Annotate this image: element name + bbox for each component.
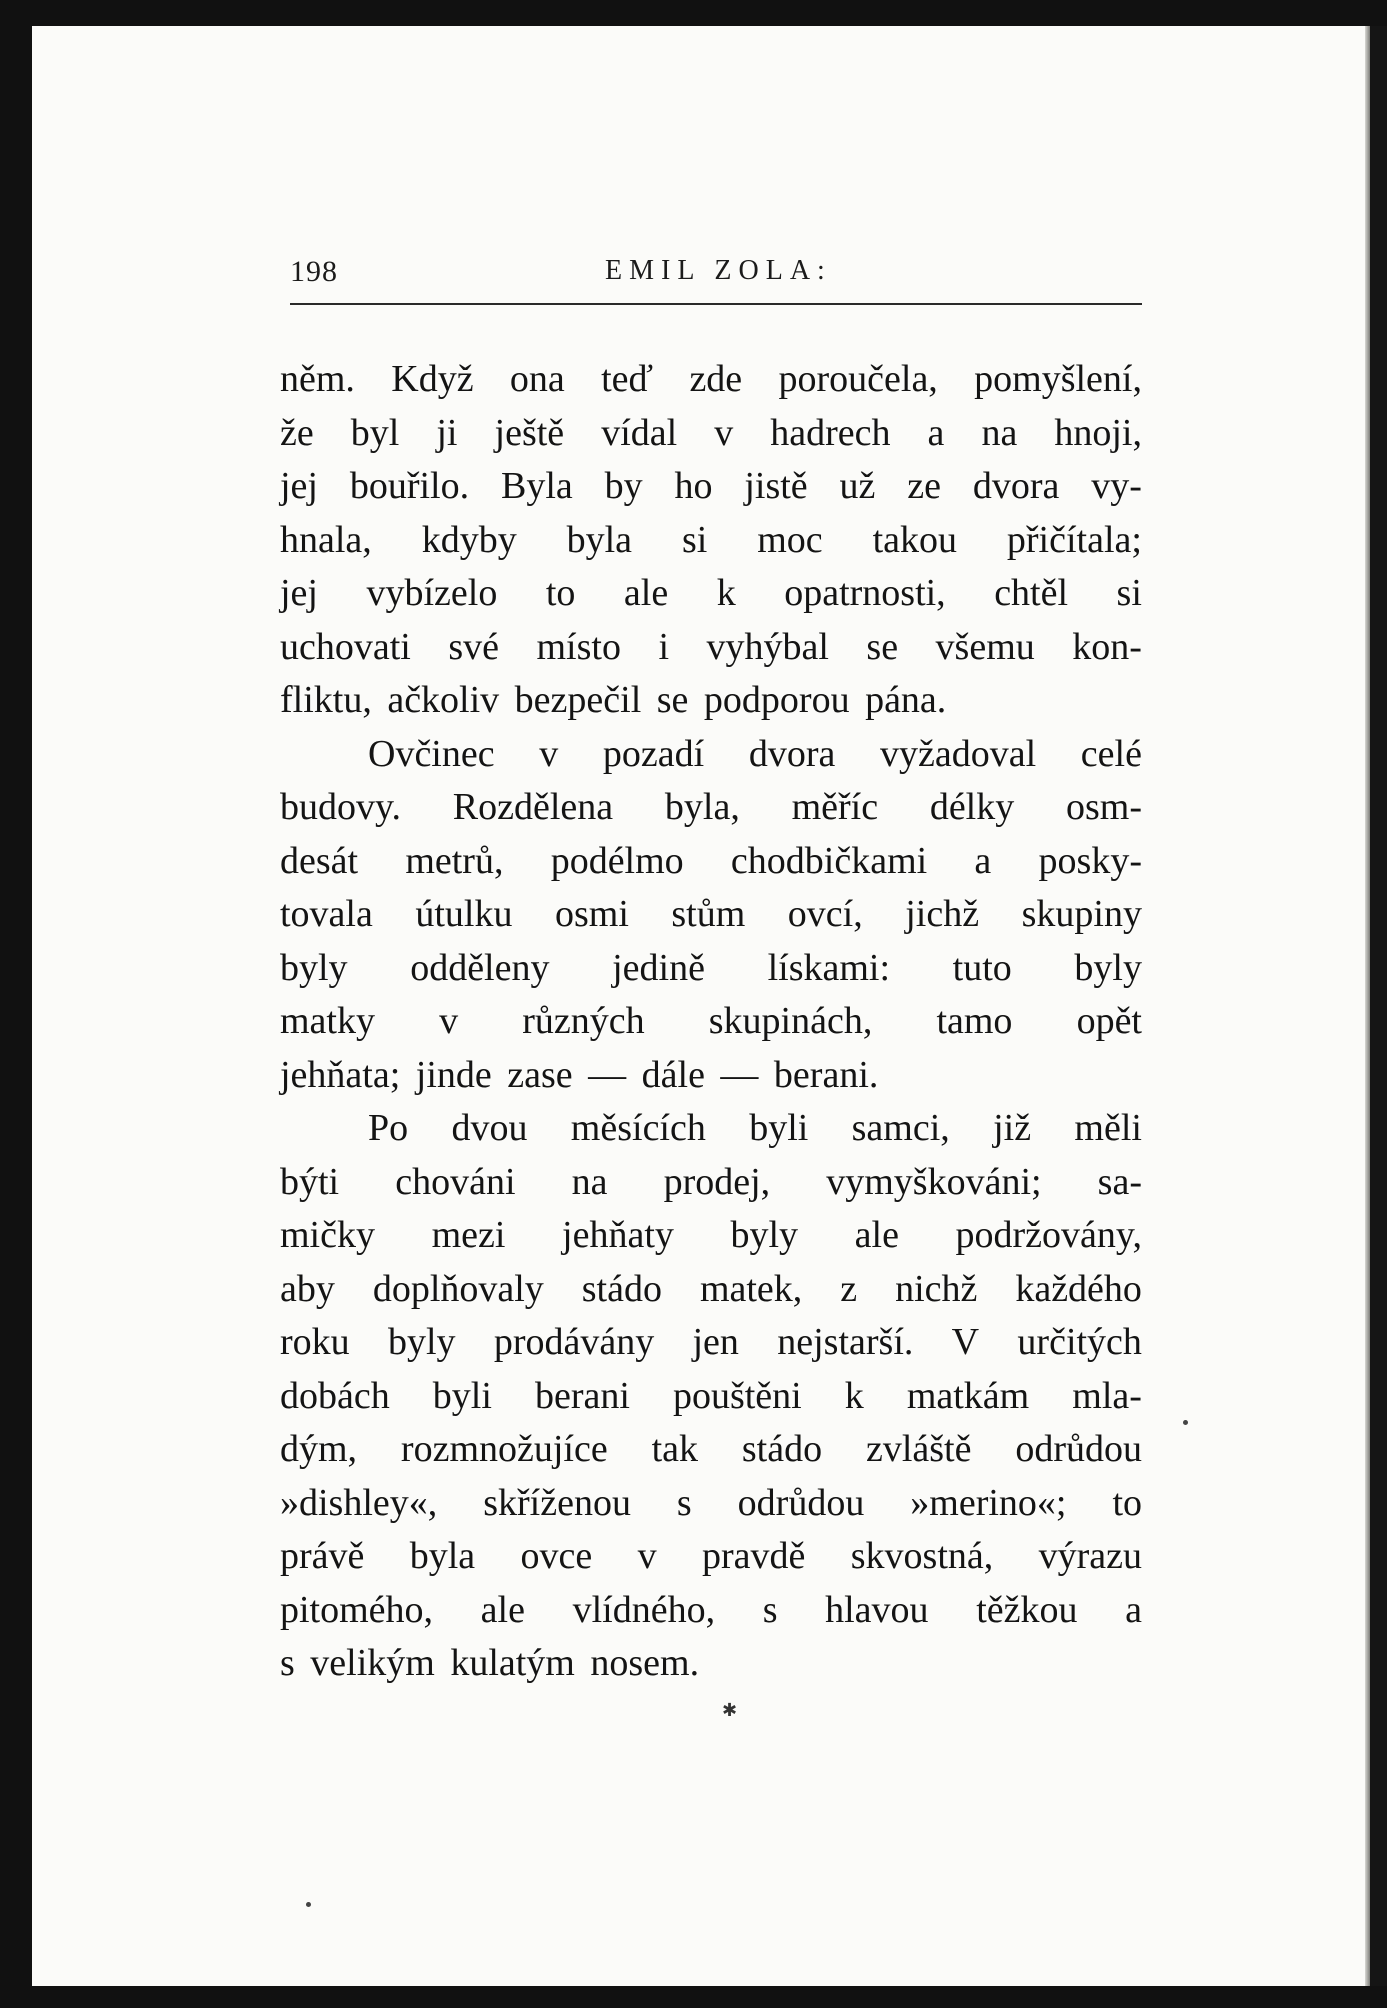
word: odděleny <box>410 946 550 989</box>
word: berani <box>534 1374 630 1417</box>
word: skříženou <box>483 1481 631 1524</box>
text-line <box>280 1530 1142 1584</box>
word: vyžadoval <box>880 732 1037 775</box>
word: chováni <box>395 1160 516 1203</box>
word: stům <box>671 893 746 935</box>
word: ji <box>436 411 458 454</box>
word: teď <box>601 358 654 400</box>
word: Po <box>368 1107 409 1149</box>
word: nejstarší. <box>777 1321 914 1363</box>
word: ale <box>480 1588 525 1631</box>
word: aby <box>280 1267 335 1310</box>
word: odrůdou <box>1015 1428 1142 1470</box>
word: různých <box>522 1000 645 1042</box>
word: to <box>545 572 576 614</box>
word: byl <box>350 411 400 454</box>
text-line <box>280 942 1142 996</box>
word: stádo <box>741 1428 823 1470</box>
text-line <box>280 353 1142 407</box>
word: v <box>714 411 734 454</box>
word: výrazu <box>1038 1535 1142 1577</box>
end-ornament: ✱ <box>722 1700 738 1720</box>
word: byla, <box>664 786 740 828</box>
word: jedině <box>612 946 705 989</box>
word: pomyšlení, <box>974 358 1142 400</box>
word: tovala <box>280 893 373 935</box>
word: matek, <box>699 1267 803 1310</box>
word: podélmo <box>550 839 684 882</box>
word: desát <box>280 839 359 882</box>
word: určitých <box>1017 1321 1142 1363</box>
word: jichž <box>905 893 980 935</box>
word: byla <box>566 518 633 561</box>
word: vídal <box>601 411 678 454</box>
word: zde <box>689 358 743 400</box>
word: tuto <box>952 946 1012 989</box>
word: dým, <box>280 1428 358 1470</box>
word: opět <box>1076 1000 1142 1042</box>
text-line <box>280 1637 1142 1691</box>
text-line <box>280 1209 1142 1263</box>
word: dobách <box>280 1374 390 1417</box>
word: už <box>839 465 876 507</box>
page-header <box>290 255 1140 295</box>
word: pozadí <box>602 732 705 775</box>
word: byly <box>280 946 348 989</box>
word: měli <box>1074 1107 1142 1149</box>
word: jej <box>280 465 318 507</box>
line-text: jehňata; jinde zase — dále — berani. <box>280 1053 879 1096</box>
word: opatrnosti, <box>784 572 946 614</box>
word: osmi <box>554 893 629 935</box>
word: s <box>762 1588 778 1631</box>
header-rule <box>290 303 1142 305</box>
text-line <box>280 1423 1142 1477</box>
word: byla <box>409 1535 476 1577</box>
word: stádo <box>581 1267 662 1310</box>
text-line <box>280 1102 1142 1156</box>
word: něm. <box>280 358 355 400</box>
word: hadrech <box>770 411 891 454</box>
word: roku <box>280 1321 350 1363</box>
word: celé <box>1080 732 1142 775</box>
word: každého <box>1015 1267 1142 1310</box>
word: prodávány <box>493 1321 655 1363</box>
text-line <box>280 407 1142 461</box>
word: chodbičkami <box>730 839 928 882</box>
word: a <box>927 411 945 454</box>
word: byli <box>432 1374 492 1417</box>
scan-border-right <box>1370 26 1387 1986</box>
word: Rozdělena <box>452 786 614 828</box>
word: byly <box>387 1321 456 1363</box>
word: vy- <box>1091 465 1142 507</box>
word: ona <box>509 358 565 400</box>
word: i <box>658 625 669 668</box>
word: ale <box>623 572 669 614</box>
word: místo <box>536 625 621 668</box>
word: prodej, <box>663 1160 771 1203</box>
word: dvora <box>972 465 1060 507</box>
text-line <box>280 1477 1142 1531</box>
text-line <box>280 567 1142 621</box>
word: doplňovaly <box>372 1267 544 1310</box>
word: v <box>539 732 559 775</box>
word: těžkou <box>976 1588 1078 1631</box>
word: Byla <box>500 465 573 507</box>
word: Když <box>391 358 474 400</box>
word: podržovány, <box>955 1214 1142 1256</box>
word: a <box>974 839 992 882</box>
word: matkám <box>906 1374 1030 1417</box>
word: jehňaty <box>562 1214 674 1256</box>
word: byly <box>1074 946 1142 989</box>
word: měsících <box>570 1107 706 1149</box>
word: pouštěni <box>672 1374 802 1417</box>
text-line <box>280 888 1142 942</box>
word: nichž <box>895 1267 978 1310</box>
word: že <box>280 411 314 454</box>
word: všemu <box>935 625 1035 668</box>
word: si <box>1116 572 1142 614</box>
word: z <box>840 1267 858 1310</box>
word: pitomého, <box>280 1588 434 1631</box>
word: kdyby <box>421 518 517 561</box>
word: sa- <box>1097 1160 1142 1203</box>
word: ovce <box>520 1535 593 1577</box>
word: metrů, <box>405 839 504 882</box>
text-line <box>280 835 1142 889</box>
word: k <box>844 1374 864 1417</box>
text-line <box>280 460 1142 514</box>
word: své <box>448 625 499 668</box>
word: hnoji, <box>1054 411 1142 454</box>
word: byly <box>730 1214 799 1256</box>
word: přičítala; <box>1006 518 1142 561</box>
word: vlídného, <box>572 1588 716 1631</box>
word: ze <box>907 465 941 507</box>
text-line <box>280 728 1142 782</box>
text-line <box>280 674 1142 728</box>
word: na <box>571 1160 608 1203</box>
word: skvostná, <box>850 1535 994 1577</box>
word: ho <box>674 465 713 507</box>
word: odrůdou <box>737 1481 865 1524</box>
word: osm- <box>1065 786 1142 828</box>
word: bouřilo. <box>349 465 470 507</box>
word: si <box>681 518 708 561</box>
word: pravdě <box>702 1535 806 1577</box>
word: k <box>716 572 736 614</box>
page-number: 198 <box>290 255 338 288</box>
word: ovcí, <box>787 893 863 935</box>
word: matky <box>280 1000 375 1042</box>
word: jej <box>280 572 318 614</box>
word: v <box>439 1000 459 1042</box>
word: dvora <box>748 732 836 775</box>
word: »merino«; <box>910 1481 1067 1524</box>
word: kon- <box>1072 625 1142 668</box>
word: tak <box>651 1428 699 1470</box>
word: útulku <box>415 893 513 935</box>
text-line <box>280 1316 1142 1370</box>
word: právě <box>280 1535 365 1577</box>
word: V <box>951 1321 980 1363</box>
text-line <box>280 1156 1142 1210</box>
word: uchovati <box>280 625 411 668</box>
word: délky <box>929 786 1015 828</box>
word: zvláště <box>865 1428 972 1470</box>
text-line <box>280 781 1142 835</box>
word: vybízelo <box>366 572 498 614</box>
word: mla- <box>1072 1374 1142 1417</box>
word: hnala, <box>280 518 372 561</box>
word: samci, <box>851 1107 950 1149</box>
word: budovy. <box>280 786 402 828</box>
word: Ovčinec <box>368 732 495 775</box>
line-text: fliktu, ačkoliv bezpečil se podporou pána. <box>280 679 947 721</box>
text-line <box>280 1370 1142 1424</box>
word: jen <box>692 1321 739 1363</box>
body-text <box>280 353 1142 1691</box>
scan-speck <box>306 1902 311 1907</box>
word: vyhýbal <box>706 625 829 668</box>
word: skupiny <box>1021 893 1142 935</box>
text-line <box>280 995 1142 1049</box>
word: by <box>604 465 643 507</box>
word: moc <box>757 518 823 561</box>
word: rozmnožujíce <box>400 1428 608 1470</box>
scan-speck <box>1183 1420 1188 1425</box>
word: mičky <box>280 1214 375 1256</box>
line-text: s velikým kulatým nosem. <box>280 1642 700 1684</box>
word: hlavou <box>825 1588 929 1631</box>
word: býti <box>280 1160 340 1203</box>
word: se <box>866 625 899 668</box>
word: ale <box>854 1214 899 1256</box>
text-line <box>280 1049 1142 1103</box>
word: to <box>1112 1481 1142 1524</box>
running-title: EMIL ZOLA: <box>605 255 832 286</box>
word: skupinách, <box>708 1000 873 1042</box>
text-line <box>280 621 1142 675</box>
word: byli <box>749 1107 809 1149</box>
word: již <box>993 1107 1032 1149</box>
word: lískami: <box>767 946 891 989</box>
word: posky- <box>1038 839 1142 882</box>
word: měříc <box>791 786 879 828</box>
text-line <box>280 1584 1142 1638</box>
word: chtěl <box>994 572 1069 614</box>
text-line <box>280 514 1142 568</box>
word: tamo <box>936 1000 1013 1042</box>
word: s <box>676 1481 692 1524</box>
word: poroučela, <box>778 358 938 400</box>
word: ještě <box>494 411 565 454</box>
word: dvou <box>451 1107 528 1149</box>
word: na <box>981 411 1018 454</box>
word: a <box>1125 1588 1142 1631</box>
word: takou <box>872 518 957 561</box>
word: vymyškováni; <box>826 1160 1042 1203</box>
word: mezi <box>431 1214 506 1256</box>
word: jistě <box>744 465 808 507</box>
text-line <box>280 1263 1142 1317</box>
word: »dishley«, <box>280 1481 438 1524</box>
word: v <box>637 1535 657 1577</box>
